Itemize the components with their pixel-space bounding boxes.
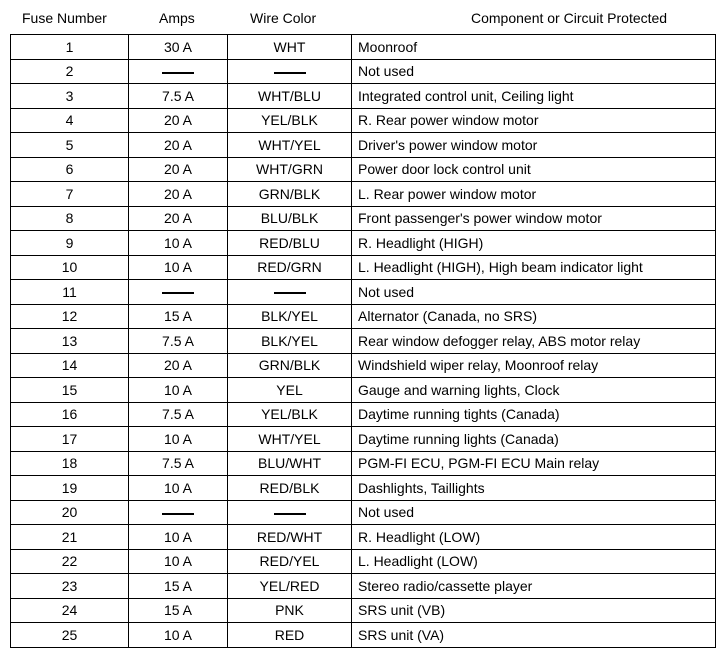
wire-color-cell: WHT/GRN <box>228 157 352 182</box>
wire-color-cell: RED/BLU <box>228 231 352 256</box>
table-row <box>11 549 716 574</box>
table-row <box>11 476 716 501</box>
not-applicable-dash <box>274 292 306 294</box>
amps-cell: 10 A <box>129 231 228 256</box>
fuse-number-cell: 24 <box>11 598 129 623</box>
table-row <box>11 280 716 305</box>
component-cell: Not used <box>352 280 716 305</box>
fuse-number-cell: 19 <box>11 476 129 501</box>
amps-cell: 30 A <box>129 35 228 60</box>
wire-color-cell: RED/BLK <box>228 476 352 501</box>
fuse-number-cell: 18 <box>11 451 129 476</box>
fuse-number-cell: 25 <box>11 623 129 648</box>
wire-color-cell: YEL/RED <box>228 574 352 599</box>
table-row <box>11 623 716 648</box>
table-row <box>11 451 716 476</box>
amps-cell <box>129 280 228 305</box>
amps-cell: 10 A <box>129 427 228 452</box>
wire-color-cell: BLK/YEL <box>228 329 352 354</box>
component-cell: R. Headlight (HIGH) <box>352 231 716 256</box>
wire-color-cell: BLU/WHT <box>228 451 352 476</box>
table-row <box>11 206 716 231</box>
component-cell: Windshield wiper relay, Moonroof relay <box>352 353 716 378</box>
wire-color-cell: YEL/BLK <box>228 402 352 427</box>
amps-cell <box>129 59 228 84</box>
wire-color-cell: PNK <box>228 598 352 623</box>
not-applicable-dash <box>162 72 194 74</box>
table-row <box>11 182 716 207</box>
fuse-number-cell: 8 <box>11 206 129 231</box>
table-row <box>11 329 716 354</box>
table-row <box>11 427 716 452</box>
amps-cell <box>129 500 228 525</box>
amps-cell: 20 A <box>129 133 228 158</box>
wire-color-cell: WHT/BLU <box>228 84 352 109</box>
component-cell: Front passenger's power window motor <box>352 206 716 231</box>
fuse-table-body <box>11 35 716 648</box>
amps-cell: 10 A <box>129 255 228 280</box>
table-row <box>11 108 716 133</box>
component-cell: L. Headlight (LOW) <box>352 549 716 574</box>
wire-color-cell: RED/GRN <box>228 255 352 280</box>
fuse-number-cell: 6 <box>11 157 129 182</box>
component-cell: L. Headlight (HIGH), High beam indicator light <box>352 255 716 280</box>
component-cell: SRS unit (VA) <box>352 623 716 648</box>
amps-cell: 15 A <box>129 574 228 599</box>
not-applicable-dash <box>274 72 306 74</box>
amps-cell: 7.5 A <box>129 402 228 427</box>
wire-color-cell: BLU/BLK <box>228 206 352 231</box>
table-row <box>11 598 716 623</box>
table-row <box>11 133 716 158</box>
wire-color-cell: RED/YEL <box>228 549 352 574</box>
header-component: Component or Circuit Protected <box>471 10 668 26</box>
fuse-number-cell: 20 <box>11 500 129 525</box>
wire-color-cell: BLK/YEL <box>228 304 352 329</box>
wire-color-cell: RED <box>228 623 352 648</box>
header-fuse-number: Fuse Number <box>22 10 107 26</box>
fuse-number-cell: 17 <box>11 427 129 452</box>
wire-color-cell: YEL/BLK <box>228 108 352 133</box>
component-cell: Not used <box>352 500 716 525</box>
table-row <box>11 304 716 329</box>
fuse-number-cell: 21 <box>11 525 129 550</box>
amps-cell: 10 A <box>129 549 228 574</box>
component-cell: Daytime running tights (Canada) <box>352 402 716 427</box>
wire-color-cell: WHT <box>228 35 352 60</box>
amps-cell: 20 A <box>129 206 228 231</box>
fuse-number-cell: 3 <box>11 84 129 109</box>
header-wire-color: Wire Color <box>250 10 317 26</box>
fuse-number-cell: 14 <box>11 353 129 378</box>
amps-cell: 15 A <box>129 304 228 329</box>
fuse-number-cell: 12 <box>11 304 129 329</box>
amps-cell: 7.5 A <box>129 329 228 354</box>
fuse-number-cell: 5 <box>11 133 129 158</box>
not-applicable-dash <box>274 513 306 515</box>
amps-cell: 7.5 A <box>129 451 228 476</box>
wire-color-cell: WHT/YEL <box>228 427 352 452</box>
table-row <box>11 59 716 84</box>
fuse-number-cell: 23 <box>11 574 129 599</box>
component-cell: Power door lock control unit <box>352 157 716 182</box>
header-amps: Amps <box>159 10 195 26</box>
fuse-number-cell: 1 <box>11 35 129 60</box>
table-row <box>11 353 716 378</box>
amps-cell: 20 A <box>129 108 228 133</box>
not-applicable-dash <box>162 292 194 294</box>
component-cell: Integrated control unit, Ceiling light <box>352 84 716 109</box>
fuse-number-cell: 10 <box>11 255 129 280</box>
table-row <box>11 157 716 182</box>
amps-cell: 20 A <box>129 182 228 207</box>
amps-cell: 10 A <box>129 476 228 501</box>
component-cell: Dashlights, Taillights <box>352 476 716 501</box>
wire-color-cell: GRN/BLK <box>228 182 352 207</box>
component-cell: L. Rear power window motor <box>352 182 716 207</box>
table-row <box>11 525 716 550</box>
fuse-number-cell: 9 <box>11 231 129 256</box>
amps-cell: 10 A <box>129 525 228 550</box>
wire-color-cell: GRN/BLK <box>228 353 352 378</box>
component-cell: Driver's power window motor <box>352 133 716 158</box>
table-row <box>11 378 716 403</box>
fuse-number-cell: 4 <box>11 108 129 133</box>
table-row <box>11 402 716 427</box>
fuse-number-cell: 11 <box>11 280 129 305</box>
fuse-number-cell: 13 <box>11 329 129 354</box>
amps-cell: 10 A <box>129 623 228 648</box>
amps-cell: 20 A <box>129 157 228 182</box>
table-row <box>11 35 716 60</box>
component-cell: Daytime running lights (Canada) <box>352 427 716 452</box>
wire-color-cell <box>228 59 352 84</box>
amps-cell: 15 A <box>129 598 228 623</box>
component-cell: PGM-FI ECU, PGM-FI ECU Main relay <box>352 451 716 476</box>
table-row <box>11 231 716 256</box>
component-cell: Moonroof <box>352 35 716 60</box>
amps-cell: 20 A <box>129 353 228 378</box>
table-row <box>11 500 716 525</box>
fuse-number-cell: 22 <box>11 549 129 574</box>
fuse-number-cell: 16 <box>11 402 129 427</box>
component-cell: Not used <box>352 59 716 84</box>
wire-color-cell: YEL <box>228 378 352 403</box>
table-row <box>11 574 716 599</box>
wire-color-cell: WHT/YEL <box>228 133 352 158</box>
fuse-number-cell: 15 <box>11 378 129 403</box>
wire-color-cell <box>228 280 352 305</box>
component-cell: Rear window defogger relay, ABS motor relay <box>352 329 716 354</box>
component-cell: SRS unit (VB) <box>352 598 716 623</box>
amps-cell: 10 A <box>129 378 228 403</box>
component-cell: Gauge and warning lights, Clock <box>352 378 716 403</box>
table-row <box>11 84 716 109</box>
fuse-table <box>10 34 716 648</box>
wire-color-cell: RED/WHT <box>228 525 352 550</box>
component-cell: R. Headlight (LOW) <box>352 525 716 550</box>
table-row <box>11 255 716 280</box>
fuse-number-cell: 7 <box>11 182 129 207</box>
table-header <box>0 0 718 34</box>
not-applicable-dash <box>162 513 194 515</box>
component-cell: R. Rear power window motor <box>352 108 716 133</box>
amps-cell: 7.5 A <box>129 84 228 109</box>
fuse-number-cell: 2 <box>11 59 129 84</box>
wire-color-cell <box>228 500 352 525</box>
component-cell: Stereo radio/cassette player <box>352 574 716 599</box>
component-cell: Alternator (Canada, no SRS) <box>352 304 716 329</box>
